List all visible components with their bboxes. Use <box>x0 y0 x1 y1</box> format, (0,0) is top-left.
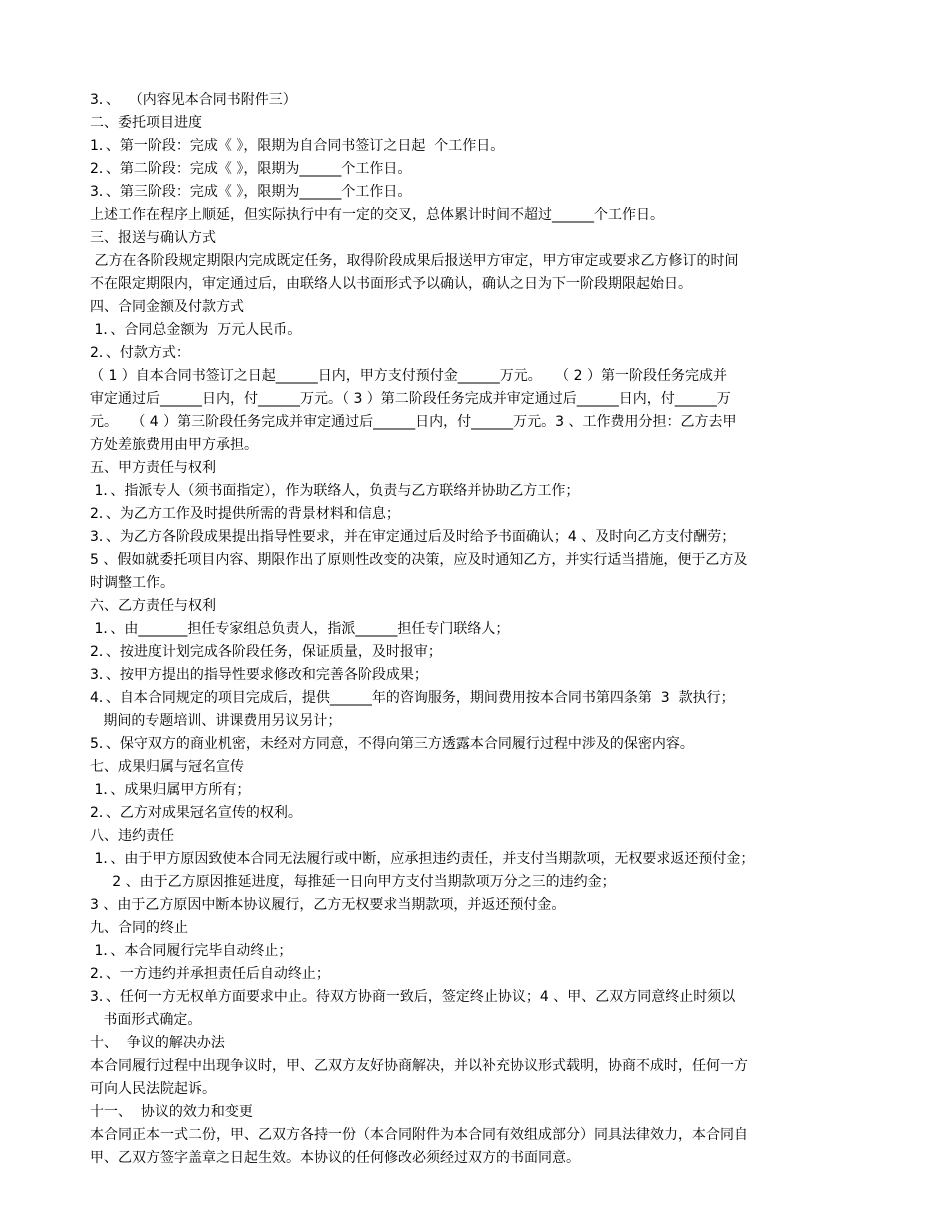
text-line-36: 3 、由于乙方原因中断本协议履行，乙方无权要求当期款项，并返还预付金。 <box>90 897 566 913</box>
section-heading-5: 五、甲方责任与权利 <box>90 460 216 476</box>
text-line-31: 1．、成果归属甲方所有； <box>90 782 251 798</box>
text-line-1: 3．、 （内容见本合同书附件三） <box>90 92 297 108</box>
text-line-13: （ 1 ）自本合同书签订之日起______日内，甲方支付预付金______万元。 （ 2 ）第一阶段任务完成并 <box>90 368 727 384</box>
text-line-9: 不在限定期限内，审定通过后，由联络人以书面形式予以确认，确认之日为下一阶段期限起始日。 <box>90 276 692 292</box>
section-heading-9: 九、合同的终止 <box>90 920 188 936</box>
text-line-46: 本合同正本一式二份，甲、乙双方各持一份（本合同附件为本合同有效组成部分）同具法律效力，本合同自 <box>90 1127 748 1143</box>
text-line-26: 3．、按甲方提出的指导性要求修改和完善各阶段成果； <box>90 667 428 683</box>
text-line-25: 2．、按进度计划完成各阶段任务，保证质量，及时报审； <box>90 644 442 660</box>
text-line-21: 5 、假如就委托项目内容、期限作出了原则性改变的决策，应及时通知乙方，并实行适当措施，便于乙方及 <box>90 552 748 568</box>
text-line-43: 本合同履行过程中出现争议时，甲、乙双方友好协商解决，并以补充协议形式载明，协商不成时，任何一方 <box>90 1058 748 1074</box>
text-line-22: 时调整工作。 <box>90 575 174 591</box>
text-line-28: 期间的专题培训、讲课费用另议另计； <box>90 713 342 729</box>
section-heading-7: 七、成果归属与冠名宣传 <box>90 759 244 775</box>
text-line-41: 书面形式确定。 <box>90 1012 202 1028</box>
text-line-39: 2．、一方违约并承担责任后自动终止； <box>90 966 330 982</box>
text-line-34: 1．、由于甲方原因致使本合同无法履行或中断，应承担违约责任，并支付当期款项，无权要求返还预付金； <box>90 851 755 867</box>
text-line-20: 3．、为乙方各阶段成果提出指导性要求，并在审定通过后及时给予书面确认；4 、及时向乙方支付酬劳； <box>90 529 736 545</box>
section-heading-2: 二、委托项目进度 <box>90 115 202 131</box>
text-line-14: 审定通过后______日内，付______万元。（ 3 ）第二阶段任务完成并审定通过后______日内，付______万 <box>90 391 731 407</box>
text-line-44: 可向人民法院起诉。 <box>90 1081 216 1097</box>
contract-document <box>90 89 880 1170</box>
text-line-6: 上述工作在程序上顺延，但实际执行中有一定的交叉，总体累计时间不超过______个工作日。 <box>90 207 664 223</box>
text-line-8: 乙方在各阶段规定期限内完成既定任务，取得阶段成果后报送甲方审定，甲方审定或要求乙方修订的时间 <box>90 253 739 269</box>
text-line-4: 2．、第二阶段：完成《 》，限期为______个工作日。 <box>90 161 412 177</box>
text-line-35: 2 、由于乙方原因推延进度，每推延一日向甲方支付当期款项万分之三的违约金； <box>90 874 616 890</box>
text-line-11: 1．、合同总金额为 万元人民币。 <box>90 322 302 338</box>
text-line-27: 4．、自本合同规定的项目完成后，提供______年的咨询服务，期间费用按本合同书第四条第 3 款执行； <box>90 690 735 706</box>
section-heading-4: 四、合同金额及付款方式 <box>90 299 244 315</box>
section-heading-8: 八、违约责任 <box>90 828 174 844</box>
section-heading-10: 十、 争议的解决办法 <box>90 1035 225 1051</box>
text-line-19: 2．、为乙方工作及时提供所需的背景材料和信息； <box>90 506 400 522</box>
text-line-47: 甲、乙双方签字盖章之日起生效。本协议的任何修改必须经过双方的书面同意。 <box>90 1150 580 1166</box>
text-line-24: 1．、由_______担任专家组总负责人，指派______担任专门联络人； <box>90 621 510 637</box>
text-line-16: 方处差旅费用由甲方承担。 <box>90 437 258 453</box>
text-line-40: 3．、任何一方无权单方面要求中止。待双方协商一致后，签定终止协议；4 、甲、乙双方同意终止时须以 <box>90 989 736 1005</box>
text-line-3: 1．、第一阶段：完成《 》，限期为自合同书签订之日起 个工作日。 <box>90 138 505 154</box>
section-heading-11: 十一、 协议的效力和变更 <box>90 1104 253 1120</box>
text-line-5: 3．、第三阶段：完成《 》，限期为______个工作日。 <box>90 184 412 200</box>
text-line-29: 5．、保守双方的商业机密，未经对方同意，不得向第三方透露本合同履行过程中涉及的保密内容。 <box>90 736 694 752</box>
text-line-32: 2．、乙方对成果冠名宣传的权利。 <box>90 805 302 821</box>
text-line-18: 1．、指派专人（须书面指定），作为联络人，负责与乙方联络并协助乙方工作； <box>90 483 580 499</box>
text-line-12: 2．、付款方式： <box>90 345 190 361</box>
text-line-15: 元。 （ 4 ）第三阶段任务完成并审定通过后______日内，付______万元。3 、工作费用分担：乙方去甲 <box>90 414 737 430</box>
text-line-38: 1．、本合同履行完毕自动终止； <box>90 943 293 959</box>
section-heading-3: 三、报送与确认方式 <box>90 230 216 246</box>
section-heading-6: 六、乙方责任与权利 <box>90 598 216 614</box>
